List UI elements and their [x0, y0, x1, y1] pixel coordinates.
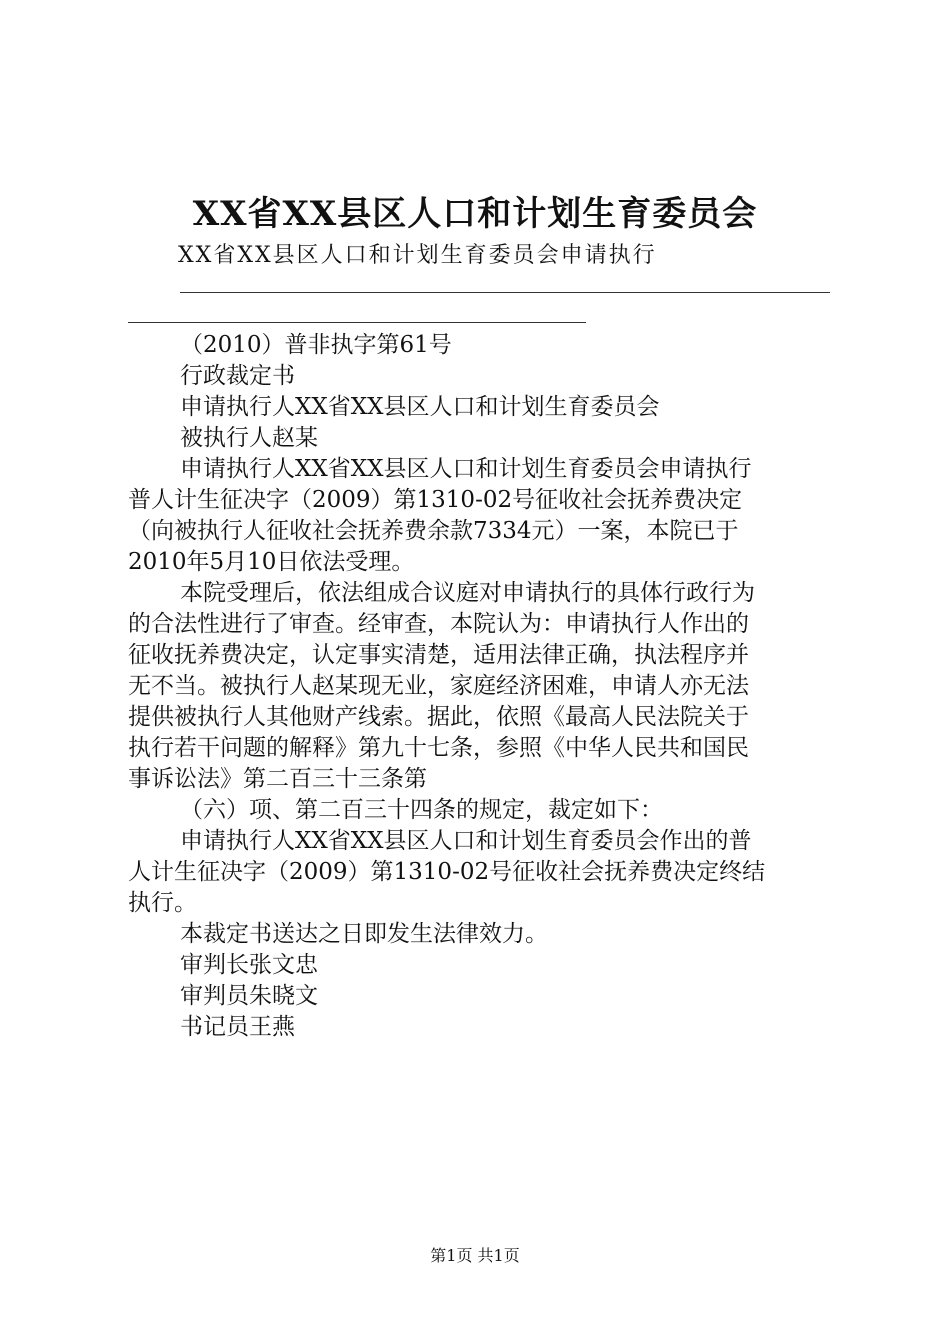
- paragraph-line: （向被执行人征收社会抚养费余款7334元）一案，本院已于: [128, 518, 739, 544]
- document-title: XX省XX县区人口和计划生育委员会: [192, 194, 758, 234]
- clerk-line: 书记员王燕: [180, 1014, 295, 1040]
- applicant-line: 申请执行人XX省XX县区人口和计划生育委员会: [180, 394, 660, 420]
- paragraph-line: 申请执行人XX省XX县区人口和计划生育委员会作出的普: [180, 828, 752, 854]
- judge-line: 审判员朱晓文: [180, 983, 318, 1009]
- paragraph-line: 事诉讼法》第二百三十三条第: [128, 766, 427, 792]
- document-subtitle: XX省XX县区人口和计划生育委员会申请执行: [178, 243, 657, 268]
- paragraph-line: 的合法性进行了审查。经审查，本院认为：申请执行人作出的: [128, 611, 749, 637]
- paragraph-line: 执行若干问题的解释》第九十七条，参照《中华人民共和国民: [128, 735, 749, 761]
- paragraph-line: 2010年5月10日依法受理。: [128, 549, 415, 575]
- separator-line: [180, 292, 830, 293]
- paragraph-line: 人计生征决字（2009）第1310-02号征收社会抚养费决定终结: [128, 859, 766, 885]
- judge-chief-line: 审判长张文忠: [180, 952, 318, 978]
- document-body: [128, 330, 833, 1043]
- page-footer: 第1页 共1页: [430, 1246, 520, 1265]
- paragraph-line: 征收抚养费决定，认定事实清楚，适用法律正确，执法程序并: [128, 642, 749, 668]
- case-number: （2010）普非执字第61号: [180, 332, 452, 358]
- separator-line-short: [128, 322, 586, 323]
- paragraph-line: 本裁定书送达之日即发生法律效力。: [180, 921, 548, 947]
- respondent-line: 被执行人赵某: [180, 425, 318, 451]
- paragraph-line: 执行。: [128, 890, 197, 916]
- paragraph-line: 无不当。被执行人赵某现无业，家庭经济困难，申请人亦无法: [128, 673, 749, 699]
- paragraph-line: 申请执行人XX省XX县区人口和计划生育委员会申请执行: [180, 456, 752, 482]
- doc-type: 行政裁定书: [180, 363, 295, 389]
- paragraph-line: 普人计生征决字（2009）第1310-02号征收社会抚养费决定: [128, 487, 743, 513]
- paragraph-line: 提供被执行人其他财产线索。据此，依照《最高人民法院关于: [128, 704, 749, 730]
- paragraph-line: （六）项、第二百三十四条的规定，裁定如下：: [180, 797, 663, 823]
- paragraph-line: 本院受理后，依法组成合议庭对申请执行的具体行政行为: [180, 580, 755, 606]
